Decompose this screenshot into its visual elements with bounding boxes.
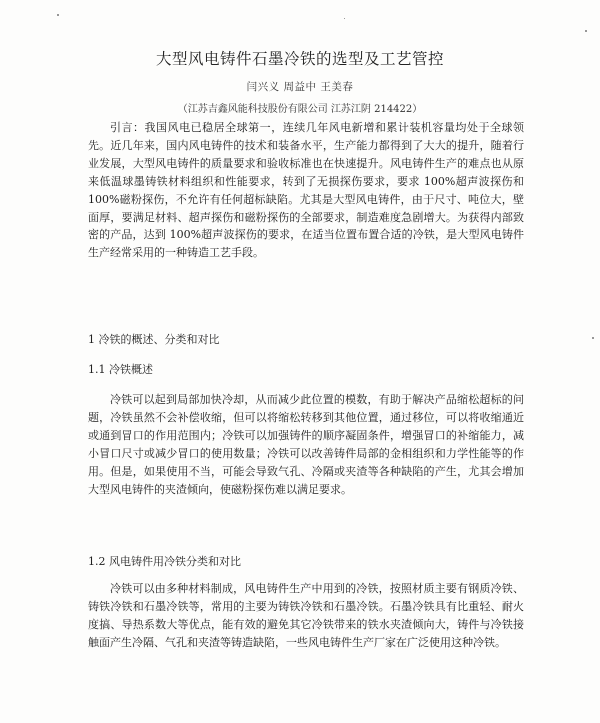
scan-speck bbox=[344, 18, 345, 19]
paper-authors: 闫兴义 周益中 王美春 bbox=[246, 81, 354, 93]
paper-affiliation: （江苏吉鑫风能科技股份有限公司 江苏江阴 214422） bbox=[177, 104, 423, 115]
paragraph-1-1: 冷铁可以起到局部加快冷却，从而减少此位置的模数，有助于解决产品缩松超标的问题，冷铁虽然不会补偿收缩，但可以将缩松转移到其他位置，通过移位，可以将收缩通近或通到冒口的作用范围内；冷铁可以加强铸件的顺序凝固条件，增强冒口的补缩能力，减小冒口尺寸或减少冒口的使用数量；冷铁可以改善铸件局部的金相组织和力学性能等的作用。但是，如果使用不当，可能会导致气孔、冷隔或夹渣等各种缺陷的产生，尤其会增加大型风电铸件的夹渣倾向，使磁粉探伤难以满足要求。 bbox=[88, 393, 524, 496]
paper-title: 大型风电铸件石墨冷铁的选型及工艺管控 bbox=[155, 50, 444, 68]
section-heading-1-1: 1.1 冷铁概述 bbox=[88, 363, 153, 376]
scan-speck bbox=[585, 30, 587, 32]
scan-speck bbox=[57, 14, 59, 16]
paragraph-1-2: 冷铁可以由多种材料制成，风电铸件生产中用到的冷铁，按照材质主要有钢质冷铁、铸铁冷铁和石墨冷铁等，常用的主要为铸铁冷铁和石墨冷铁。石墨冷铁具有比重轻、耐火度搞、导热系数大等优点，能有效的避免其它冷铁带来的铁水夹渣倾向大，铸件与冷铁接触面产生冷隔、气孔和夹渣等铸造缺陷，一些风电铸件生产厂家在广泛使用这种冷铁。 bbox=[88, 582, 524, 649]
scan-speck bbox=[592, 337, 594, 339]
section-heading-1: 1 冷铁的概述、分类和对比 bbox=[88, 333, 220, 346]
intro-paragraph: 引言：我国风电已稳居全球第一，连续几年风电新增和累计装机容量均处于全球领先。近几年来，国内风电铸件的技术和装备水平，生产能力都得到了大大的提升，随着行业发展，大型风电铸件的质量要求和验收标准也在快速提升。风电铸件生产的难点也从原来低温球墨铸铁材料组织和性能要求，转到了无损探伤要求，要求 100%超声波探伤和 100%磁粉探伤，不允许有任何超标缺陷。尤其是大型风电铸件，由于尺寸、吨位大，壁面厚，要满足材料、超声探伤和磁粉探伤的全部要求，制造难度急剧增大。为获得内部致密的产品，达到 100%超声波探伤的要求，在适当位置布置合适的冷铁，是大型风电铸件生产经常采用的一种铸造工艺手段。 bbox=[88, 121, 524, 260]
section-heading-1-2: 1.2 风电铸件用冷铁分类和对比 bbox=[88, 555, 241, 568]
